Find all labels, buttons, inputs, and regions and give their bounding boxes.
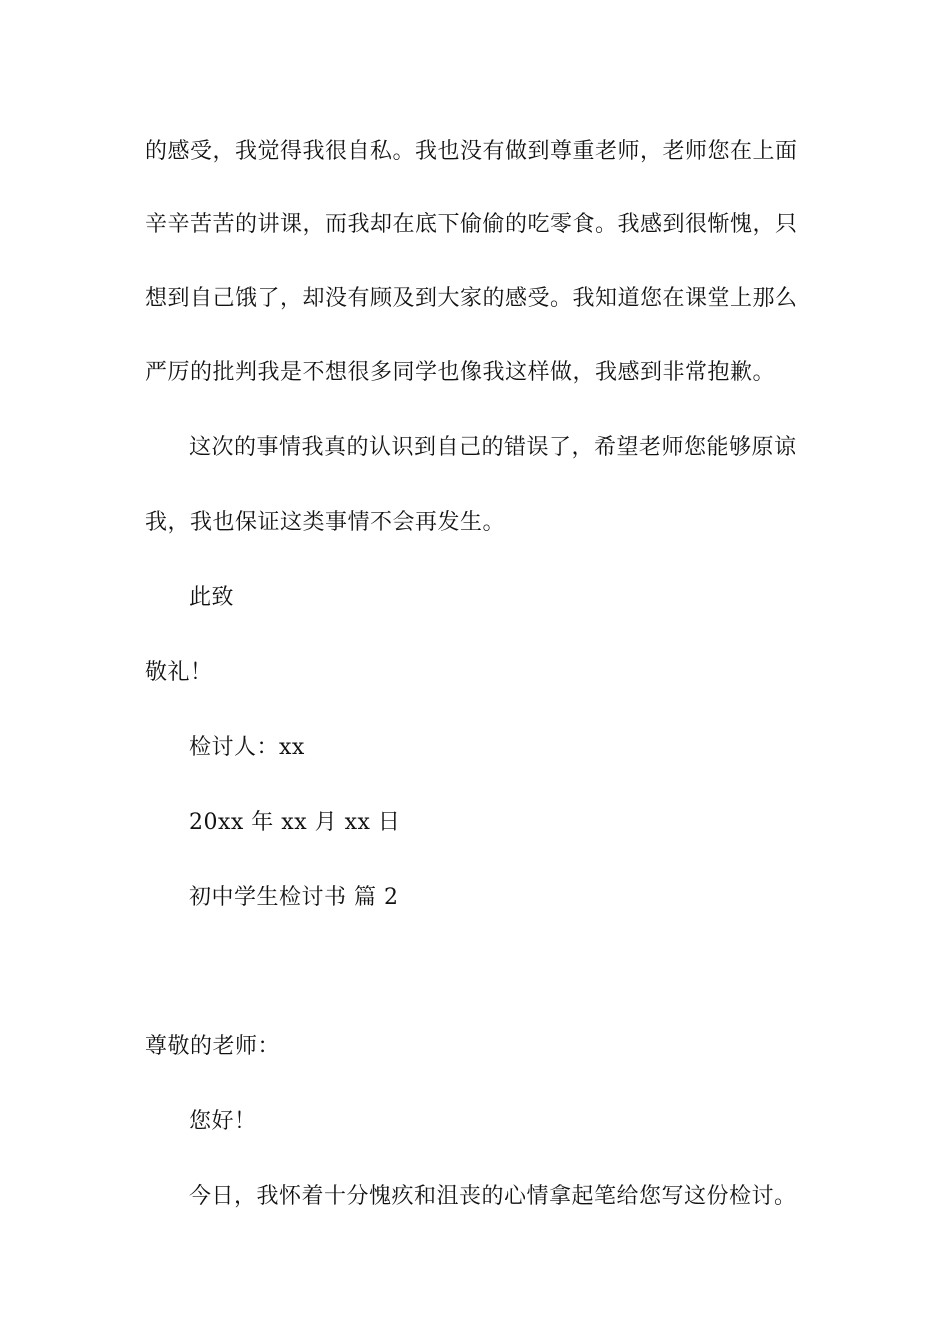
paragraph-line-5: 这次的事情我真的认识到自己的错误了，希望老师您能够原谅 [189, 435, 797, 460]
hello-line: 您好！ [189, 1109, 257, 1134]
paragraph-line-2: 辛辛苦苦的讲课，而我却在底下偷偷的吃零食。我感到很惭愧，只 [145, 212, 798, 237]
section-title: 初中学生检讨书 篇 2 [189, 885, 399, 910]
paragraph-line-1: 的感受，我觉得我很自私。我也没有做到尊重老师，老师您在上面 [145, 139, 798, 164]
closing-salutation: 此致 [189, 585, 235, 610]
date-line: 20xx 年 xx 月 xx 日 [189, 810, 401, 835]
signature-line: 检讨人：xx [189, 735, 305, 760]
paragraph-line-3: 想到自己饿了，却没有顾及到大家的感受。我知道您在课堂上那么 [145, 286, 798, 311]
paragraph-line-4: 严厉的批判我是不想很多同学也像我这样做，我感到非常抱歉。 [145, 360, 776, 385]
greeting: 尊敬的老师： [145, 1034, 281, 1059]
body-start-line: 今日，我怀着十分愧疚和沮丧的心情拿起笔给您写这份检讨。 [189, 1184, 797, 1209]
closing-respect: 敬礼！ [145, 660, 213, 685]
paragraph-line-6: 我，我也保证这类事情不会再发生。 [145, 510, 506, 535]
